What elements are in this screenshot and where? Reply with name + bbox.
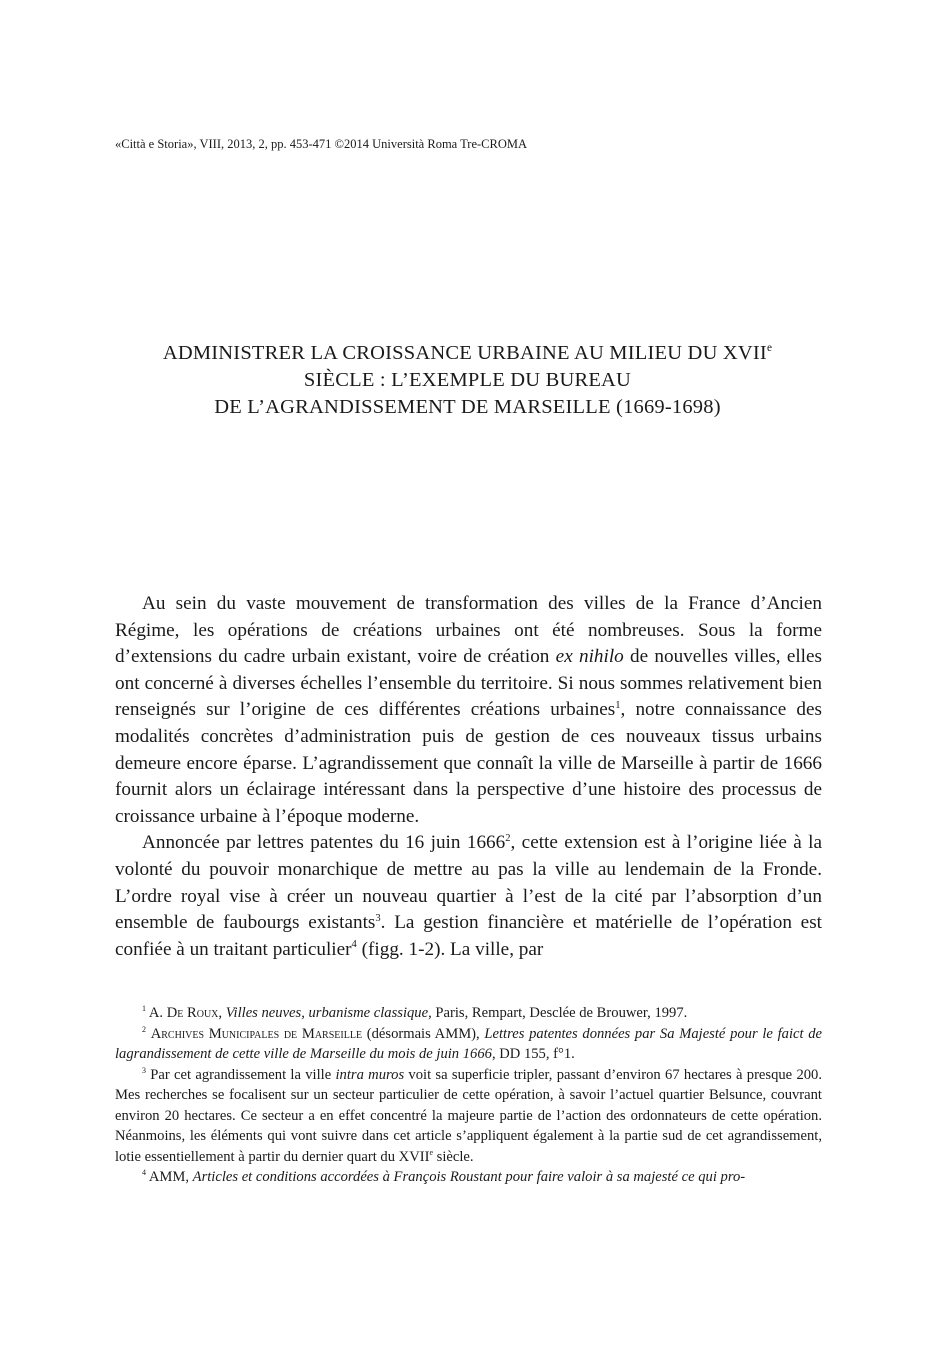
title-superscript: e [766, 342, 773, 355]
footnote-4: $^4$ AMM, Articles et conditions accordées à François Roustant pour faire valoir à sa majesté ce qui pro- [142, 1168, 746, 1185]
title-line-3: DE L’AGRANDISSEMENT DE MARSEILLE (1669-1698) [214, 396, 721, 418]
footnote-2: $^2$ Archives Municipales de Marseille (désormais AMM), Lettres patentes données par Sa Majesté pour le faict de lagrandissement de cette ville de Marseille du mois de juin 1666, DD 155, f°1. [115, 1024, 822, 1062]
running-header: «Città e Storia», VIII, 2013, 2, pp. 453-471 ©2014 Università Roma Tre-CROMA [115, 137, 528, 151]
title-line-2: SIÈCLE : L’EXEMPLE DU BUREAU [303, 369, 632, 391]
footnote-ref-2[interactable]: 2 [505, 832, 511, 844]
title-line-1: ADMINISTRER LA CROISSANCE URBAINE AU MILIEU DU XVIIe [162, 342, 773, 364]
article-title [60, 340, 875, 421]
paragraph-1: Au sein du vaste mouvement de transformation des villes de la France d’Ancien Régime, les opérations de créations urbaines ont été nombreuses. Sous la forme d’extensions du cadre urbain existant, voire de création ex nihilo de nouvelles villes, elles ont concerné à diverses échelles l’ensemble du territoire. Si nous sommes relativement bien renseignés sur l’origine de ces différentes créations urbaines$^1$, notre connaissance des modalités concrètes d’administration puis de gestion de ces nouveaux tissus urbains demeure encore éparse. L’agrandissement que connaît la ville de Marseille à partir de 1666 fournit alors un éclairage intéressant dans la perspective d’une histoire des processus de croissance urbaine à l’époque moderne. [115, 593, 822, 827]
article-body [115, 591, 822, 963]
footnote-3: $^3$ Par cet agrandissement la ville intra muros voit sa superficie tripler, passant d’environ 67 hectares à presque 200. Mes recherches se focalisent sur un secteur particulier de cette opération, à savoir l’actuel quartier Belsunce, couvrant environ 20 hectares. Ce secteur a en effet concentré la majeure partie de l’action des ordonnateurs de cette opération. Néanmoins, les éléments qui vont suivre dans cet article s’appliquent également à la partie sud de cet agrandissement, lotie essentiellement à partir du dernier quart du XVIIe siècle. [115, 1065, 822, 1165]
footnotes [115, 1003, 822, 1188]
footnote-1: $^1$ A. De Roux, Villes neuves, urbanisme classique, Paris, Rempart, Desclée de Brouwer, 1997. [142, 1004, 688, 1021]
footnote-ref-4[interactable]: 4 [351, 939, 357, 951]
paragraph-2: Annoncée par lettres patentes du 16 juin 1666$^2$, cette extension est à l’origine liée à la volonté du pouvoir monarchique de mettre au pas la ville au lendemain de la Fronde. L’ordre royal vise à créer un nouveau quartier à l’est de la cité par l’absorption d’un ensemble de faubourgs existants$^3$. La gestion financière et matérielle de l’opération est confiée à un traitant particulier$^4$ (figg. 1-2). La ville, par [115, 832, 822, 960]
footnote-ref-1[interactable]: 1 [615, 699, 621, 711]
footnote-ref-3[interactable]: 3 [375, 912, 381, 924]
